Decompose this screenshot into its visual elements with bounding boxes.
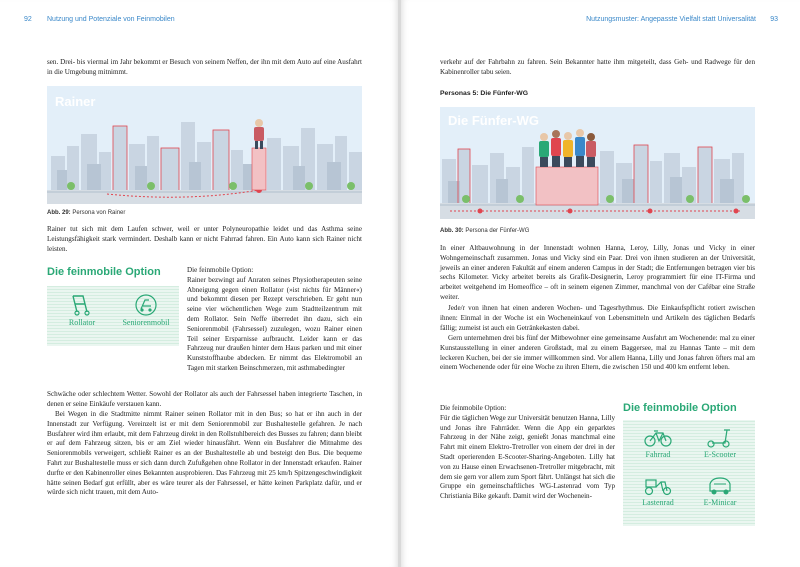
- tile-seniorenmobil: [115, 294, 177, 327]
- right-paragraph-2: Jede/r von ihnen hat einen anderen Wochen- und Tagesrhythmus. Die Einkaufspflicht rotiert zwischen ihnen: Einmal in der Woche ist ein Wocheneinkauf von Lebensmitteln und Artikeln des täglichen Bedarfs fällig; zumeist ist auch ein Getränkekasten dabei.: [440, 304, 755, 332]
- rainer-option-box: [47, 266, 179, 279]
- left-page-number: 92: [24, 16, 32, 23]
- wg-option-box: [623, 402, 755, 415]
- left-page: [0, 0, 398, 567]
- wg-figure-title: Die Fünfer-WG: [448, 113, 539, 128]
- persona-5-heading: Personas 5: Die Fünfer-WG: [440, 90, 528, 97]
- wg-option-title: Die feinmobile Option: [623, 402, 737, 414]
- right-page-number: 93: [770, 16, 778, 23]
- cargo-bike-icon: [643, 476, 673, 496]
- wg-vehicle-tiles: [623, 420, 755, 526]
- fuenfer-wg-persona-figure: [440, 107, 755, 219]
- left-intro-paragraph: sen. Drei- bis viermal im Jahr bekommt er Besuch von seinem Neffen, der ihn mit dem Auto auf eine Ausfahrt in die Umgebung mitnimmt.: [47, 58, 362, 76]
- right-paragraph-1: In einer Altbauwohnung in der Innenstadt wohnen Hanna, Leroy, Lilly, Jonas und Vicky in einer Wohngemeinschaft zusammen. Jonas und Vicky sind ein Paar. Drei von ihnen studieren an der Universität, jeweils an einer anderen Fakultät auf einem anderen Campus in der Stadt; die Entfernungen betragen vier bis sechs Kilometer. Vicky arbeitet bereits als Grafik-Designerin, Leroy programmiert für eine IT-Firma und arbeitet weitgehend im Homeoffice – oft in seinem eigenen Zimmer, manchmal von der Cafébar eine Straße weiter.: [440, 244, 755, 301]
- wg-caption-label: Abb. 30:: [440, 228, 464, 234]
- bicycle-icon: [643, 428, 673, 448]
- tile-label-e-scooter: E-Scooter: [704, 450, 736, 459]
- rainer-option-heading: Die feinmobile Option:: [187, 266, 254, 274]
- e-scooter-icon: [705, 428, 735, 448]
- right-paragraph-3: Gern unternehmen drei bis fünf der Mitbewohner eine gemeinsame Ausfahrt am Wochenende: mal zu einer Kunstausstellung in einer anderen Großstadt, mal zu einem Baggersee, mal zu Hannas Tante – mit dem leckeren Kuchen, bei der sie immer willkommen sind. Vor allem Hanna, Lilly und Jonas fahren öfters mal am einem Wochenende oder für eine Woche zu ihren Eltern, die zwischen 150 und 400 km entfernt leben.: [440, 334, 755, 372]
- rainer-vehicle-tiles: [47, 286, 179, 346]
- left-paragraph-3: Bei Wegen in die Stadtmitte nimmt Rainer seinen Rollator mit in den Bus; so hat er ihn auch in der Innenstadt zur Verfügung. Vereinzelt ist er mit dem Seniorenmobil zur Bushaltestelle gefahren. Je nach Busfahrer wird ihm erlaubt, mit dem Fahrzeug direkt in den Rollstuhlbereich des Busses zu fahren; dann bleibt er auf dem Fahrzeug sitzen, bis er am Ziel wieder hinausfährt. Wenn ein Busfahrer die Mitnahme des Seniorenmobils verweigert, schließt Rainer es an der Bushaltestelle ab und besteigt den Bus. Die bequeme Fahrt zur Bushaltestelle muss er sich dann durch Zufußgehen ohne Rollator in der Innenstadt erkaufen. Rainer durfte er den Kabinenroller eines Bekannten ausprobieren. Das Fahrzeug mit 25 km/h Spitzengeschwindigkeit hätte seinen Bedarf gut erfüllt, aber es wäre teurer als der Fahrsessel, er hätte keinen Parkplatz dafür, und er würde sich nicht trauen, mit dem Auto-: [47, 410, 363, 497]
- left-running-head: Nutzung und Potenziale von Feinmobilen: [47, 16, 175, 23]
- wg-figure-caption: [440, 228, 529, 234]
- senior-scooter-icon: [133, 294, 159, 316]
- tile-e-scooter: [689, 428, 751, 459]
- right-page: [401, 0, 800, 567]
- tile-label-rollator: Rollator: [68, 318, 96, 327]
- left-paragraph-2: Schwäche oder schlechtem Wetter. Sowohl der Rollator als auch der Fahrsessel haben integrierte Taschen, in denen er seine Einkäufe verstauen kann.: [47, 390, 362, 408]
- rainer-figure-caption: [47, 210, 125, 216]
- rainer-option-paragraph: Rainer bezwingt auf Anraten seines Physiotherapeuten seine Abneigung gegen einen Rollator (»ist nichts für Männer«) und bekommt diesen per Rezept verschrieben. Er geht nun seine vier wöchentlichen Wege zum Stadtteilzentrum mit dem Rollator. Sein Neffe überredet ihn dazu, sich ein Seniorenmobil (Fahrsessel) zuzulegen, wozu Rainer einen Teil seiner Ersparnisse aufbraucht. Leider kann er das Fahrzeug nur draußen hinter dem Haus parken und mit einer Kunststoffhaube abdecken. Er nimmt das Elektromobil an Tagen mit starken Beinschmerzen, mit asthmabedingter: [187, 275, 362, 372]
- right-intro-paragraph: verkehr auf der Fahrbahn zu fahren. Sein Bekannter hatte ihm mitgeteilt, dass Geh- und Radwege für den Kabinenroller tabu seien.: [440, 58, 755, 76]
- tile-label-lastenrad: Lastenrad: [642, 498, 674, 507]
- tile-label-e-minicar: E-Minicar: [703, 498, 737, 507]
- tile-rollator: [53, 294, 111, 327]
- wg-option-paragraph: Für die täglichen Wege zur Universität benutzen Hanna, Lilly und Jonas ihre Fahrräder. Wenn die App ein geparktes Fahrzeug in der Nähe zeigt, genießt Jonas manchmal eine Fahrt mit einem Elektro-Tretroller von einem der drei in der Stadt operierenden E-Scooter-Sharing-Angeboten. Lilly hat von zu Hause einen Erwachsenen-Tretroller mitgebracht, mit dem sie gern vor allem zum Sport fährt. Unlängst hat sich die Gruppe ein gemeinschaftliches WG-Lastenrad vom Typ Christiania Bike gekauft. Damit wird der Wochenein-: [440, 413, 615, 501]
- rainer-caption-label: Abb. 29:: [47, 210, 71, 216]
- wg-option-text: [440, 404, 615, 502]
- tile-lastenrad: [627, 476, 689, 507]
- tile-fahrrad: [627, 428, 689, 459]
- rainer-persona-figure: [47, 86, 362, 204]
- rainer-figure-title: Rainer: [55, 94, 96, 109]
- e-minicar-icon: [705, 476, 735, 496]
- rollator-icon: [69, 294, 95, 316]
- tile-e-minicar: [689, 476, 751, 507]
- wg-caption-text: Persona der Fünfer-WG: [463, 228, 530, 234]
- tile-label-seniorenmobil: Seniorenmobil: [122, 318, 170, 327]
- wg-option-heading: Die feinmobile Option:: [440, 404, 507, 412]
- rainer-caption-text: Persona von Rainer: [70, 210, 126, 216]
- tile-label-fahrrad: Fahrrad: [645, 450, 671, 459]
- rainer-option-text: [187, 266, 362, 374]
- right-running-head: Nutzungsmuster: Angepasste Vielfalt statt Universalität: [586, 16, 756, 23]
- left-paragraph-1: Rainer tut sich mit dem Laufen schwer, weil er unter Polyneuropathie leidet und das Asthma seine Leistungsfähigkeit stark vermindert. Deshalb kann er nicht Fahrrad fahren. Ein Auto kann sich Rainer nicht leisten.: [47, 225, 362, 253]
- rainer-option-title: Die feinmobile Option: [47, 266, 161, 278]
